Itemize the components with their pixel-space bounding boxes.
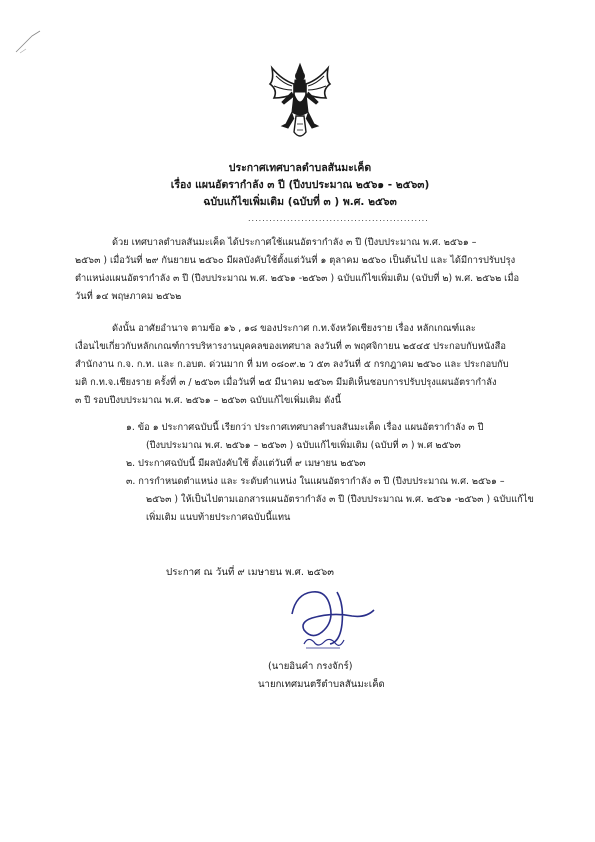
initials-mark [300,634,348,652]
para2-line-5: ๓ ปี รอบปีงบประมาณ พ.ศ. ๒๕๖๑ – ๒๕๖๓ ฉบับแก้ไขเพิ่มเติม ดังนี้ [75,395,342,406]
para2-line-4: มติ ก.ท.จ.เชียงราย ครั้งที่ ๓ / ๒๕๖๓ เมื่อวันที่ ๒๕ มีนาคม ๒๕๖๓ มีมติเห็นชอบการปรับปรุงแผนอัตรากำลัง [75,377,497,388]
pen-mark [14,30,44,54]
signer-position: นายกเทศมนตรีตำบลสันมะเค็ด [258,679,385,690]
announce-date: ประกาศ ณ วันที่ ๙ เมษายน พ.ศ. ๒๕๖๓ [166,567,334,578]
item-1-line-1: ๑. ข้อ ๑ ประกาศฉบับนี้ เรียกว่า ประกาศเทศบาลตำบลสันมะเค็ด เรื่อง แผนอัตรากำลัง ๓ ปี [126,422,484,433]
item-1-line-2: (ปีงบประมาณ พ.ศ. ๒๕๖๑ – ๒๕๖๓ ) ฉบับแก้ไขเพิ่มเติม (ฉบับที่ ๓ ) พ.ศ ๒๕๖๓ [146,440,461,451]
item-3-line-2: ๒๕๖๓ ) ให้เป็นไปตามเอกสารแผนอัตรากำลัง ๓ ปี (ปีงบประมาณ พ.ศ. ๒๕๖๑ -๒๕๖๓ ) ฉบับแก้ไข [146,494,534,505]
item-3-line-3: เพิ่มเติม แนบท้ายประกาศฉบับนี้แทน [146,512,291,523]
para1-line-2: ๒๕๖๓ ) เมื่อวันที่ ๒๙ กันยายน ๒๕๖๐ มีผลบังคับใช้ตั้งแต่วันที่ ๑ ตุลาคม ๒๕๖๐ เป็นต้นไป และ ได้มีการปรับปรุง [75,255,516,266]
garuda-emblem-icon [264,62,336,144]
para1-line-4: วันที่ ๑๔ พฤษภาคม ๒๕๖๒ [75,291,182,302]
para2-line-3: สำนักงาน ก.จ. ก.ท. และ ก.อบต. ด่วนมาก ที่ มท ๐๘๐๙.๒ ว ๕๓ ลงวันที่ ๕ กรกฎาคม ๒๕๖๐ และ ประกอบกับ [75,359,509,370]
title-line-1: ประกาศเทศบาลตำบลสันมะเค็ด [228,162,372,174]
para1-line-1: ด้วย เทศบาลตำบลสันมะเค็ด ได้ประกาศใช้แผนอัตรากำลัง ๓ ปี (ปีงบประมาณ พ.ศ. ๒๕๖๑ – [112,237,477,248]
para2-line-2: เงื่อนไขเกี่ยวกับหลักเกณฑ์การบริหารงานบุคคลของเทศบาล ลงวันที่ ๓ พฤศจิกายน ๒๕๔๕ ประกอบกับหนังสือ [75,341,506,352]
signer-name: (นายอินคำ กรงจักร์) [268,661,353,672]
title-line-3: ฉบับแก้ไขเพิ่มเติม (ฉบับที่ ๓ ) พ.ศ. ๒๕๖๓ [203,196,397,208]
item-2: ๒. ประกาศฉบับนี้ มีผลบังคับใช้ ตั้งแต่วันที่ ๙ เมษายน ๒๕๖๓ [126,458,366,469]
para1-line-3: ตำแหน่งแผนอัตรากำลัง ๓ ปี (ปีงบประมาณ พ.ศ. ๒๕๖๑ -๒๕๖๓ ) ฉบับแก้ไขเพิ่มเติม (ฉบับที่ ๒) พ.ศ. ๒๕๖๒ เมื่อ [75,273,520,284]
title-separator: ................................................... [248,214,429,223]
title-line-2: เรื่อง แผนอัตรากำลัง ๓ ปี (ปีงบประมาณ ๒๕๖๑ - ๒๕๖๓) [170,179,430,191]
item-3-line-1: ๓. การกำหนดตำแหน่ง และ ระดับตำแหน่ง ในแผนอัตรากำลัง ๓ ปี (ปีงบประมาณ พ.ศ. ๒๕๖๑ – [126,476,505,487]
para2-line-1: ดังนั้น อาศัยอำนาจ ตามข้อ ๑๖ , ๑๘ ของประกาศ ก.ท.จังหวัดเชียงราย เรื่อง หลักเกณฑ์และ [112,323,476,334]
